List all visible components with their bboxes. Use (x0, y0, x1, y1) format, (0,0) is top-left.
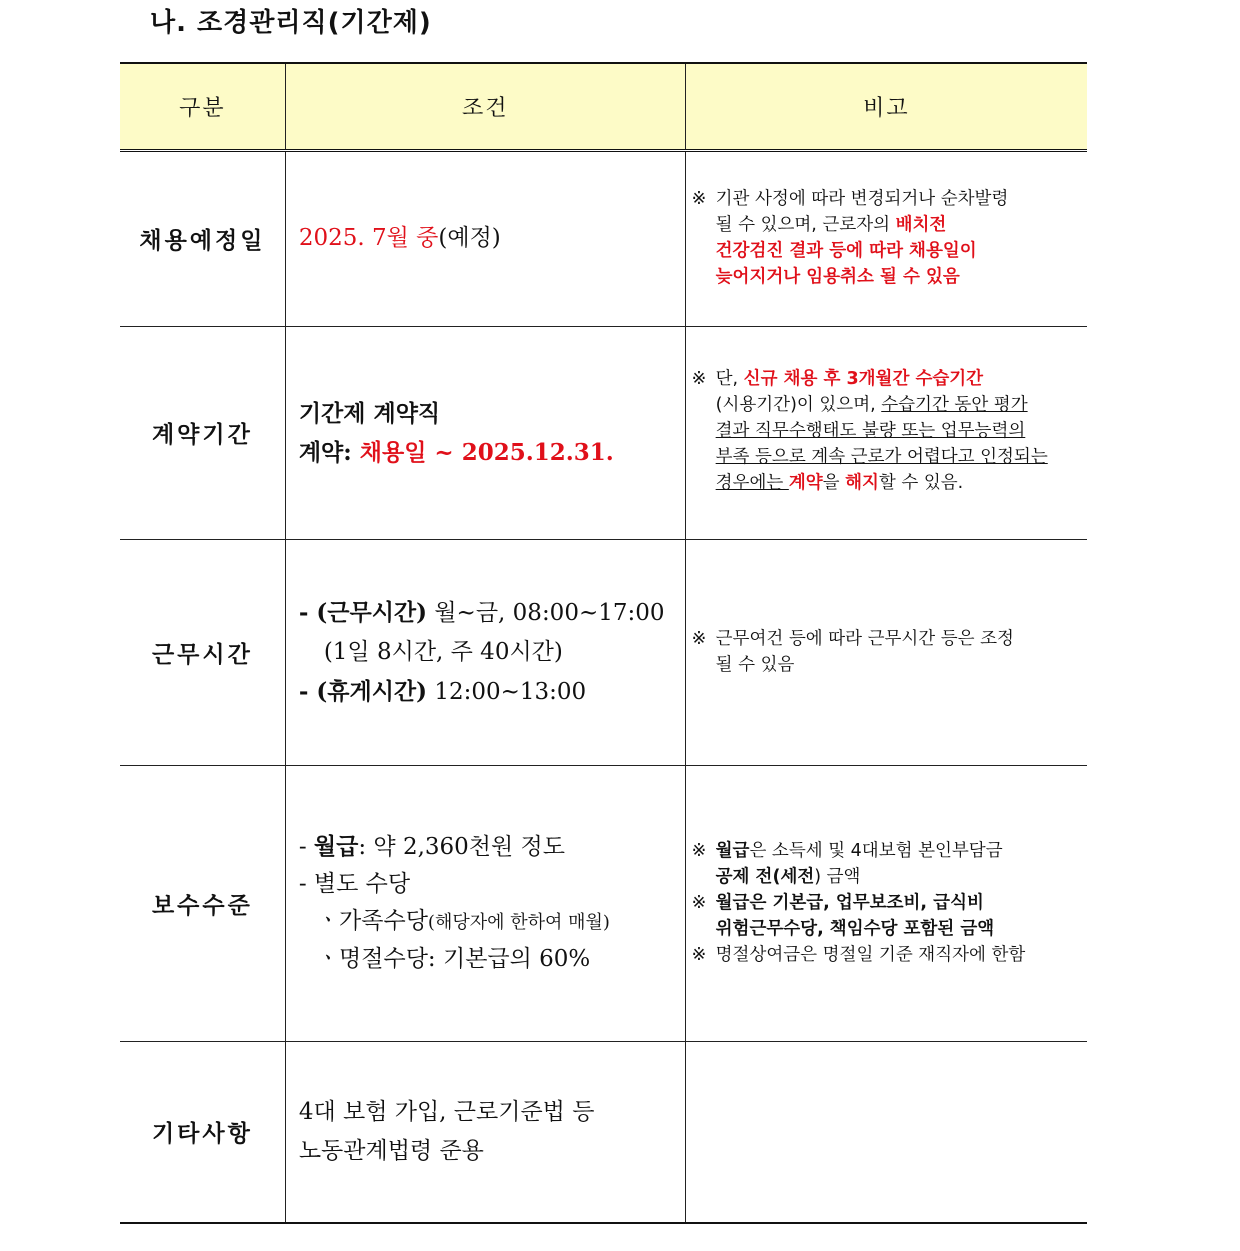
remark-text: ) 금액 (814, 867, 861, 887)
start-date-value: 2025. 7월 중 (298, 225, 439, 251)
remark-line: 기관 사정에 따라 변경되거나 순차발령 (715, 188, 1009, 209)
reference-mark: ※ (691, 945, 707, 965)
remark-text: (시용기간)이 있으며, (715, 394, 882, 415)
remark-bold: 위험근무수당, 책임수당 포함된 금액 (715, 919, 995, 939)
family-allowance-label: ㆍ가족수당 (316, 908, 428, 934)
remark-text: 을 (822, 472, 846, 493)
remark-underline: 결과 직무수행태도 불량 또는 업무능력의 (715, 420, 1026, 441)
reference-mark: ※ (691, 368, 707, 389)
remark-line: 근무여건 등에 따라 근무시간 등은 조정 (715, 629, 1014, 649)
reference-mark: ※ (691, 893, 707, 913)
recruitment-conditions-table (120, 62, 1087, 1224)
table-row (120, 765, 1087, 1041)
remark-line (716, 470, 1048, 496)
remark-highlight: 신규 채용 후 3개월간 수습기간 (743, 368, 984, 389)
table-row (120, 539, 1087, 765)
remark-underline: 수습기간 동안 평가 (881, 394, 1028, 415)
start-date-condition (285, 150, 685, 326)
family-allowance-note: (해당자에 한하여 매월) (427, 912, 610, 933)
remark-bold: 월급은 기본급, 업무보조비, 급식비 (715, 893, 984, 913)
start-date-remark (685, 150, 1087, 326)
remark-underline: 경우에는 (715, 472, 789, 493)
remark-text: 단, (715, 368, 744, 389)
remark-highlight: 늦어지거나 임용취소 될 수 있음 (715, 266, 960, 287)
remark-line (716, 838, 1003, 864)
remark-line (716, 212, 1009, 238)
row-label-pay-level: 보수수준 (120, 765, 285, 1041)
remark-underline: 부족 등으로 계속 근로가 어렵다고 인정되는 (715, 446, 1048, 467)
row-label-contract-period: 계약기간 (120, 326, 285, 539)
salary-value: : 약 2,360천원 정도 (358, 834, 565, 860)
salary-line (299, 828, 685, 866)
break-time-line (299, 672, 685, 712)
table-row (120, 150, 1087, 326)
pay-condition (285, 765, 685, 1041)
contract-remark (685, 326, 1087, 539)
remark-bold: 세전 (780, 867, 815, 887)
contract-type: 기간제 계약직 (298, 399, 441, 427)
header-condition: 조건 (285, 63, 685, 150)
other-line: 노동관계법령 준용 (298, 1137, 484, 1164)
row-label-working-hours: 근무시간 (120, 539, 285, 765)
work-time-detail: (1일 8시간, 주 40시간) (323, 638, 563, 665)
other-remark (685, 1041, 1087, 1223)
break-time-value: 12:00~13:00 (427, 678, 587, 705)
working-hours-condition (285, 539, 685, 765)
row-label-start-date: 채용예정일 (120, 150, 285, 326)
start-date-tentative: (예정) (438, 225, 501, 251)
table-header-row (120, 63, 1087, 150)
reference-mark: ※ (691, 629, 707, 649)
remark-highlight: 계약 (788, 472, 823, 493)
contract-term-value: 채용일 ~ 2025.12.31. (359, 438, 614, 466)
allowance-heading: - 별도 수당 (298, 871, 411, 897)
dash: - (298, 834, 314, 860)
other-condition (285, 1041, 685, 1223)
reference-mark: ※ (691, 188, 707, 209)
other-line: 4대 보험 가입, 근로기준법 등 (298, 1098, 595, 1125)
contract-term-label: 계약: (298, 438, 360, 466)
remark-line (716, 392, 1048, 418)
working-hours-remark (685, 539, 1087, 765)
remark-highlight: 건강검진 결과 등에 따라 채용일이 (715, 240, 977, 261)
header-remarks: 비고 (685, 63, 1087, 150)
remark-highlight: 해지 (845, 472, 879, 493)
family-allowance (299, 903, 685, 941)
remark-highlight: 배치전 (895, 214, 947, 235)
pay-remark (685, 765, 1087, 1041)
holiday-allowance: ㆍ명절수당: 기본급의 60% (316, 946, 591, 972)
work-time-label: - (근무시간) (298, 598, 428, 626)
salary-label: 월급 (313, 833, 359, 860)
table-row (120, 1041, 1087, 1223)
table-row (120, 326, 1087, 539)
remark-line (716, 864, 1003, 890)
section-title: 나. 조경관리직(기간제) (150, 8, 432, 38)
row-label-other: 기타사항 (120, 1041, 285, 1223)
remark-line: 될 수 있음 (715, 655, 795, 675)
contract-condition (285, 326, 685, 539)
contract-term (299, 433, 685, 472)
reference-mark: ※ (691, 841, 707, 861)
header-category: 구분 (120, 63, 285, 150)
remark-text: 은 소득세 및 4대보험 본인부담금 (749, 841, 1003, 861)
work-time-value: 월~금, 08:00~17:00 (427, 599, 665, 626)
remark-text: 할 수 있음. (878, 472, 964, 493)
remark-text: 될 수 있으며, 근로자의 (715, 214, 896, 235)
work-time-line (299, 593, 685, 633)
remark-bold: 공제 전( (715, 867, 781, 887)
remark-line: 명절상여금은 명절일 기준 재직자에 한함 (715, 945, 1026, 965)
remark-bold: 월급 (715, 841, 750, 861)
remark-line (716, 366, 1048, 392)
break-time-label: - (휴게시간) (298, 677, 428, 705)
